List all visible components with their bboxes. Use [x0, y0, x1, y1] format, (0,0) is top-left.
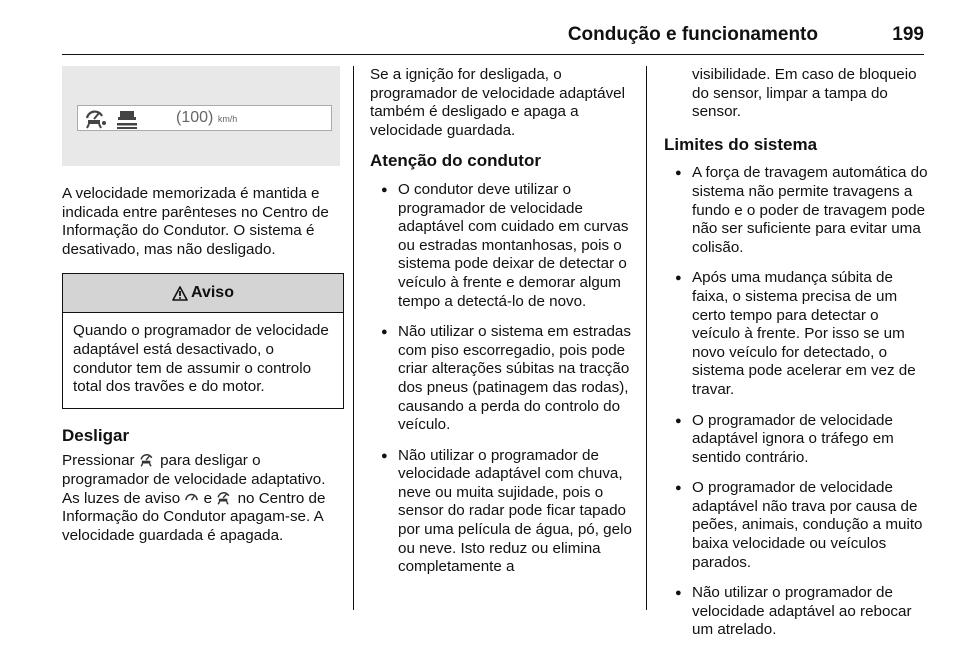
- warning-body: Quando o programador de velocidade adaptável está desactivado, o condutor tem de assumir o controlo total dos travões e do motor.: [73, 322, 329, 396]
- set-speed-value: (100): [176, 109, 214, 126]
- desligar-paragraph: Pressionar para desligar o programador de velocidade adaptativo. As luzes de aviso e no Centro de Informação do Condutor apagam-se. A velocidade guardada é apagada.: [62, 452, 326, 544]
- column-3: [664, 66, 930, 652]
- cluster-display-bar: [77, 105, 332, 131]
- section-title-limites: Limites do sistema: [664, 134, 818, 154]
- list-item: ● O programador de velocidade adaptável ignora o tráfego em sentido contrário.: [664, 412, 930, 468]
- column-divider: [646, 66, 647, 610]
- list-item: ● A força de travagem automática do sistema não permite travagens a fundo e o poder de travagem pode não ser suficiente para evitar uma colisão.: [664, 164, 930, 257]
- section-title-desligar: Desligar: [62, 425, 130, 445]
- list-item: ● O programador de velocidade adaptável não trava por causa de peões, animais, condução a muito baixa velocidade ou veículos parados.: [664, 479, 930, 572]
- warning-header: [63, 274, 343, 313]
- column-divider: [353, 66, 354, 610]
- continuation-paragraph: visibilidade. Em caso de bloqueio do sensor, limpar a tampa do sensor.: [692, 66, 917, 121]
- section-title-atencao: Atenção do condutor: [370, 151, 541, 171]
- warning-title: Aviso: [191, 284, 234, 302]
- list-item: ● Não utilizar o sistema em estradas com piso escorregadio, pois pode criar alterações súbitas na tracção dos pneus (patinagem das rodas), causando a perda do controlo do veículo.: [370, 323, 636, 435]
- list-item: ● O condutor deve utilizar o programador de velocidade adaptável com cuidado em curvas ou estradas montanhosas, pois o sistema pode deixar de detectar o veículo à frente e demorar algum tempo a detectá-lo de novo.: [370, 181, 636, 311]
- cruise-control-icon: [216, 491, 233, 505]
- warning-triangle-icon: [172, 286, 188, 301]
- cruise-control-icon: [85, 109, 107, 129]
- driver-attention-list: [370, 181, 636, 577]
- ignition-paragraph: Se a ignição for desligada, o programador de velocidade adaptável também é desligado e apaga a velocidade guardada.: [370, 66, 625, 139]
- column-2: [370, 66, 636, 589]
- page-number: 199: [892, 24, 924, 45]
- speedometer-warning-icon: [184, 491, 199, 505]
- list-item: ● Não utilizar o programador de velocidade adaptável ao rebocar um atrelado.: [664, 584, 930, 640]
- vehicle-ahead-icon: [116, 109, 138, 129]
- list-item: ● Não utilizar o programador de velocidade adaptável com chuva, neve ou muita sujidade, pois o sensor do radar pode ficar tapado por uma película de água, pó, gelo ou neve. Isto reduz ou elimina completamente a: [370, 447, 636, 577]
- cruise-control-icon: [139, 453, 156, 467]
- cluster-display-figure: [62, 66, 340, 166]
- set-speed-unit: km/h: [217, 114, 238, 124]
- list-item: ● Após uma mudança súbita de faixa, o sistema precisa de um certo tempo para detectar o veículo à frente. Por isso se um novo veículo for detectado, o sistema pode acelerar em vez de travar.: [664, 269, 930, 399]
- warning-box: [62, 273, 344, 408]
- system-limits-list: [664, 164, 930, 640]
- intro-paragraph: A velocidade memorizada é mantida e indicada entre parênteses no Centro de Informação do Condutor. O sistema é desativado, mas não desligado.: [62, 185, 329, 258]
- page-header-title: Condução e funcionamento: [567, 24, 818, 45]
- header-rule: [62, 54, 924, 55]
- set-speed-readout: [176, 109, 237, 127]
- column-1: [62, 185, 344, 545]
